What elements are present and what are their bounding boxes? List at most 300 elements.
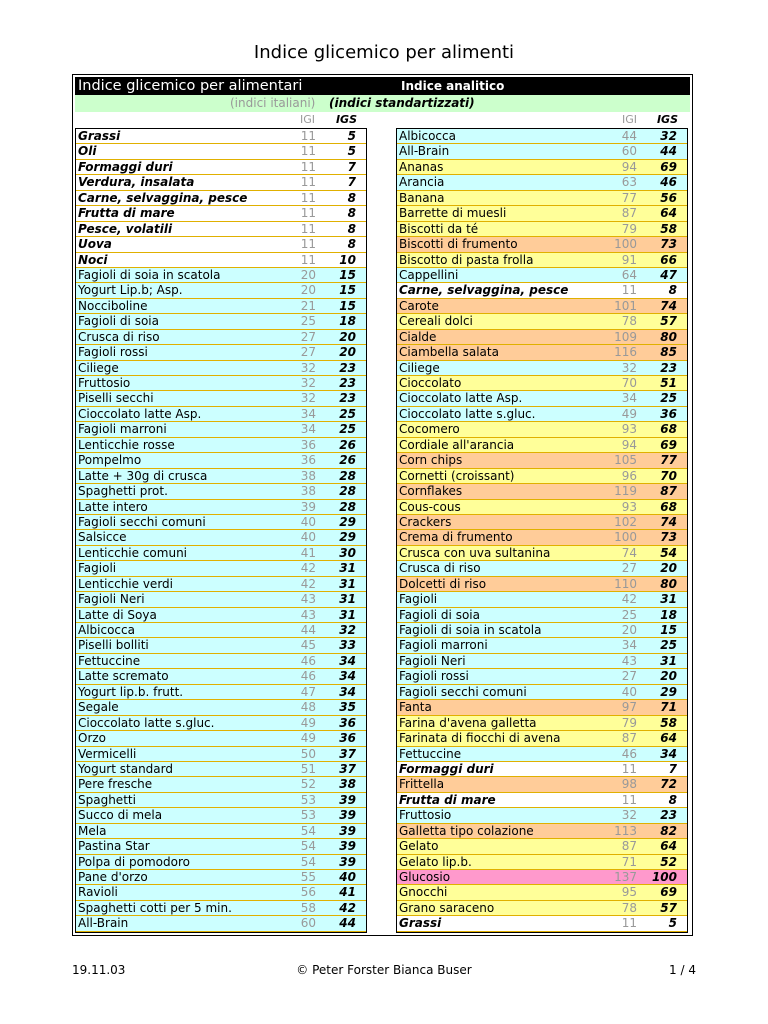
igi-value: 11 xyxy=(621,761,637,776)
table-row xyxy=(76,222,366,237)
food-name: Ciliege xyxy=(399,360,440,375)
igs-value: 39 xyxy=(339,808,356,823)
igs-value: 23 xyxy=(339,376,356,390)
igs-value: 31 xyxy=(339,576,356,591)
table-row xyxy=(397,685,687,700)
igs-value: 36 xyxy=(339,715,356,730)
table-row xyxy=(397,762,687,777)
table-row xyxy=(397,916,687,931)
igi-value: 40 xyxy=(300,514,316,529)
igs-value: 31 xyxy=(339,592,356,607)
food-name: Noci xyxy=(78,252,108,267)
igi-value: 11 xyxy=(300,221,316,236)
igi-value: 87 xyxy=(621,839,637,854)
table-row xyxy=(76,747,366,762)
food-name: Farinata di fiocchi di avena xyxy=(399,731,561,746)
table-row xyxy=(397,870,687,885)
food-name: Pompelmo xyxy=(78,453,142,468)
food-name: Corn chips xyxy=(399,453,463,468)
table-row xyxy=(76,716,366,731)
table-header-bar xyxy=(75,77,690,95)
table-row xyxy=(397,592,687,607)
table-row xyxy=(397,314,687,329)
table-row xyxy=(397,824,687,839)
food-name: Fanta xyxy=(399,700,432,715)
table-row xyxy=(397,484,687,499)
igi-value: 46 xyxy=(300,669,316,684)
igi-value: 34 xyxy=(621,391,637,406)
table-row xyxy=(397,500,687,515)
igi-value: 49 xyxy=(300,715,316,730)
igs-value: 39 xyxy=(339,792,356,807)
table-row xyxy=(76,438,366,453)
table-row xyxy=(76,885,366,900)
table-row xyxy=(76,685,366,700)
igs-value: 29 xyxy=(339,514,356,529)
table-row xyxy=(76,330,366,345)
igi-value: 42 xyxy=(621,592,637,607)
food-name: Fagioli di soia in scatola xyxy=(78,267,221,282)
igs-value: 31 xyxy=(339,607,356,622)
igi-value: 20 xyxy=(300,283,316,298)
table-row xyxy=(397,793,687,808)
food-name: Fagioli secchi comuni xyxy=(399,684,527,699)
igs-value: 20 xyxy=(660,561,677,576)
table-row xyxy=(397,253,687,268)
igs-value: 73 xyxy=(660,530,677,545)
footer-copyright: © Peter Forster Bianca Buser xyxy=(296,963,472,977)
igi-value: 27 xyxy=(300,345,316,360)
table-row xyxy=(397,716,687,731)
page-title: Indice glicemico per alimenti xyxy=(253,42,515,63)
food-name: Arancia xyxy=(399,175,445,190)
table-row xyxy=(76,870,366,885)
igi-value: 25 xyxy=(621,607,637,622)
table-row xyxy=(76,268,366,283)
igs-value: 42 xyxy=(339,900,356,915)
food-name: Succo di mela xyxy=(78,808,163,823)
food-name: Cordiale all'arancia xyxy=(399,437,515,452)
igi-value: 54 xyxy=(300,823,316,838)
table-row xyxy=(397,222,687,237)
table-row xyxy=(76,808,366,823)
igs-value: 7 xyxy=(668,761,677,776)
table-row xyxy=(76,407,366,422)
table-row xyxy=(76,422,366,437)
table-row xyxy=(76,731,366,746)
food-name: Gelato xyxy=(399,839,439,854)
table-row xyxy=(397,206,687,221)
table-row xyxy=(76,762,366,777)
table-row xyxy=(397,453,687,468)
food-name: Cioccolato xyxy=(399,376,462,390)
igi-value: 119 xyxy=(614,484,637,499)
igi-value: 64 xyxy=(621,267,637,282)
igi-value: 46 xyxy=(621,746,637,761)
table-row xyxy=(397,669,687,684)
igs-value: 15 xyxy=(339,267,356,282)
igs-value: 69 xyxy=(660,159,677,174)
table-row xyxy=(397,283,687,298)
igi-value: 79 xyxy=(621,221,637,236)
food-name: Carote xyxy=(399,298,439,313)
food-name: Pastina Star xyxy=(78,839,150,854)
igs-value: 20 xyxy=(339,329,356,344)
igs-value: 38 xyxy=(339,777,356,792)
table-row xyxy=(76,299,366,314)
igs-value: 56 xyxy=(660,190,677,205)
table-row xyxy=(397,438,687,453)
igs-value: 73 xyxy=(660,237,677,252)
igi-value: 93 xyxy=(621,422,637,437)
igi-value: 110 xyxy=(614,576,637,591)
igs-value: 46 xyxy=(660,175,677,190)
igs-value: 58 xyxy=(660,715,677,730)
food-name: All-Brain xyxy=(78,916,129,931)
food-name: Crusca di riso xyxy=(399,561,481,576)
left-igi-header: IGI xyxy=(299,113,315,126)
igs-value: 25 xyxy=(339,422,356,437)
table-row xyxy=(76,824,366,839)
table-row xyxy=(397,422,687,437)
igs-value: 64 xyxy=(660,839,677,854)
igs-value: 37 xyxy=(339,761,356,776)
food-name: Latte intero xyxy=(78,499,148,514)
igi-value: 36 xyxy=(300,437,316,452)
igs-value: 30 xyxy=(339,545,356,560)
igi-value: 54 xyxy=(300,839,316,854)
food-name: Fagioli di soia xyxy=(78,314,159,329)
subheader-standardized: (indici standartizzati) xyxy=(329,96,475,110)
igi-value: 105 xyxy=(614,453,637,468)
igi-value: 49 xyxy=(300,731,316,746)
food-name: Crema di frumento xyxy=(399,530,513,545)
food-name: Cornetti (croissant) xyxy=(399,468,515,483)
igs-value: 34 xyxy=(339,653,356,668)
igs-value: 44 xyxy=(339,916,356,931)
food-name: Fagioli xyxy=(78,561,117,576)
table-row xyxy=(397,747,687,762)
table-row xyxy=(397,855,687,870)
food-name: Latte + 30g di crusca xyxy=(78,468,208,483)
food-name: Fagioli secchi comuni xyxy=(78,514,206,529)
food-name: Ciambella salata xyxy=(399,345,499,360)
igs-value: 51 xyxy=(660,376,677,390)
igi-value: 11 xyxy=(621,916,637,931)
food-name: Polpa di pomodoro xyxy=(78,854,190,869)
igs-value: 31 xyxy=(339,561,356,576)
table-row xyxy=(76,283,366,298)
igi-value: 109 xyxy=(614,329,637,344)
food-name: Fagioli di soia xyxy=(399,607,480,622)
igs-value: 74 xyxy=(660,514,677,529)
table-row xyxy=(397,237,687,252)
food-name: Lenticchie rosse xyxy=(78,437,175,452)
table-row xyxy=(76,253,366,268)
igi-value: 32 xyxy=(621,808,637,823)
food-name: Banana xyxy=(399,190,445,205)
food-name: Biscotti da té xyxy=(399,221,479,236)
column-header-row xyxy=(75,112,690,127)
igs-value: 29 xyxy=(339,530,356,545)
table-row xyxy=(76,500,366,515)
igs-value: 64 xyxy=(660,731,677,746)
table-row xyxy=(397,731,687,746)
food-name: Carne, selvaggina, pesce xyxy=(399,283,569,298)
table-row xyxy=(397,885,687,900)
igs-value: 41 xyxy=(339,885,356,900)
food-name: Spaghetti cotti per 5 min. xyxy=(78,900,232,915)
igi-value: 38 xyxy=(300,468,316,483)
table-row xyxy=(397,191,687,206)
igs-value: 58 xyxy=(660,221,677,236)
table-row xyxy=(76,777,366,792)
igs-value: 57 xyxy=(660,900,677,915)
table-row xyxy=(397,901,687,916)
food-name: Grassi xyxy=(78,129,121,143)
igi-value: 11 xyxy=(300,129,316,143)
table-row xyxy=(397,345,687,360)
igs-value: 28 xyxy=(339,499,356,514)
igs-value: 8 xyxy=(668,283,677,298)
igs-value: 70 xyxy=(660,468,677,483)
food-name: Dolcetti di riso xyxy=(399,576,487,591)
food-name: Fagioli Neri xyxy=(399,653,466,668)
igi-value: 43 xyxy=(300,607,316,622)
igi-value: 44 xyxy=(300,623,316,637)
igi-value: 46 xyxy=(300,653,316,668)
food-name: Cappellini xyxy=(399,267,459,282)
food-name: Pesce, volatili xyxy=(78,221,173,236)
food-name: Grassi xyxy=(399,916,442,931)
food-name: Latte scremato xyxy=(78,669,169,684)
table-row xyxy=(397,561,687,576)
igi-value: 78 xyxy=(621,900,637,915)
food-name: Frutta di mare xyxy=(78,206,175,221)
igs-value: 23 xyxy=(339,360,356,375)
food-name: Ciliege xyxy=(78,360,119,375)
table-row xyxy=(76,484,366,499)
igs-value: 25 xyxy=(660,638,677,653)
food-name: Biscotto di pasta frolla xyxy=(399,252,534,267)
igi-value: 50 xyxy=(300,746,316,761)
left-column-table xyxy=(75,128,367,933)
table-row xyxy=(397,129,687,144)
subheader-row xyxy=(75,95,690,112)
igs-value: 15 xyxy=(660,623,677,637)
igs-value: 8 xyxy=(347,221,356,236)
igs-value: 28 xyxy=(339,468,356,483)
right-igs-header: IGS xyxy=(656,113,678,126)
food-name: Crusca con uva sultanina xyxy=(399,545,551,560)
food-name: Biscotti di frumento xyxy=(399,237,518,252)
igs-value: 23 xyxy=(660,808,677,823)
igi-value: 11 xyxy=(300,206,316,221)
igi-value: 97 xyxy=(621,700,637,715)
food-name: Vermicelli xyxy=(78,746,137,761)
igs-value: 39 xyxy=(339,823,356,838)
food-name: Galletta tipo colazione xyxy=(399,823,534,838)
table-row xyxy=(397,299,687,314)
igs-value: 77 xyxy=(660,453,677,468)
igi-value: 36 xyxy=(300,453,316,468)
igi-value: 21 xyxy=(300,298,316,313)
igi-value: 100 xyxy=(614,237,637,252)
table-row xyxy=(397,608,687,623)
igi-value: 53 xyxy=(300,792,316,807)
igi-value: 11 xyxy=(300,190,316,205)
igs-value: 20 xyxy=(660,669,677,684)
food-name: Piselli secchi xyxy=(78,391,154,406)
table-row xyxy=(76,793,366,808)
igi-value: 51 xyxy=(300,761,316,776)
table-row xyxy=(76,175,366,190)
table-row xyxy=(76,144,366,159)
igs-value: 40 xyxy=(339,870,356,884)
igi-value: 43 xyxy=(621,653,637,668)
igi-value: 79 xyxy=(621,715,637,730)
table-row xyxy=(76,839,366,854)
igi-value: 71 xyxy=(621,854,637,869)
table-row xyxy=(397,175,687,190)
food-name: Albicocca xyxy=(399,129,456,143)
table-row xyxy=(76,391,366,406)
igi-value: 55 xyxy=(300,870,316,884)
igs-value: 44 xyxy=(660,144,677,159)
igs-value: 72 xyxy=(660,777,677,792)
food-name: Ravioli xyxy=(78,885,118,900)
food-name: Gnocchi xyxy=(399,885,448,900)
food-name: Lenticchie comuni xyxy=(78,545,188,560)
igi-value: 11 xyxy=(621,283,637,298)
footer-page-number: 1 / 4 xyxy=(669,963,696,977)
food-name: Fettuccine xyxy=(399,746,462,761)
igi-value: 11 xyxy=(300,237,316,252)
food-name: Formaggi duri xyxy=(399,761,494,776)
igs-value: 34 xyxy=(660,746,677,761)
table-row xyxy=(76,577,366,592)
igi-value: 95 xyxy=(621,885,637,900)
igi-value: 20 xyxy=(621,623,637,637)
igi-value: 94 xyxy=(621,437,637,452)
table-row xyxy=(397,839,687,854)
igi-value: 27 xyxy=(621,669,637,684)
table-row xyxy=(76,206,366,221)
igs-value: 87 xyxy=(660,484,677,499)
food-name: Ananas xyxy=(399,159,444,174)
food-name: Cioccolato latte Asp. xyxy=(399,391,523,406)
igs-value: 37 xyxy=(339,746,356,761)
food-name: Crusca di riso xyxy=(78,329,160,344)
food-name: Oli xyxy=(78,144,97,159)
igi-value: 25 xyxy=(300,314,316,329)
table-row xyxy=(76,191,366,206)
igs-value: 7 xyxy=(347,159,356,174)
igs-value: 26 xyxy=(339,437,356,452)
igs-value: 18 xyxy=(660,607,677,622)
igs-value: 31 xyxy=(660,592,677,607)
table-row xyxy=(76,376,366,391)
table-row xyxy=(397,530,687,545)
food-name: Mela xyxy=(78,823,107,838)
igi-value: 98 xyxy=(621,777,637,792)
igi-value: 52 xyxy=(300,777,316,792)
food-name: Yogurt lip.b. frutt. xyxy=(78,684,184,699)
igs-value: 18 xyxy=(339,314,356,329)
igs-value: 35 xyxy=(339,700,356,715)
food-name: Crackers xyxy=(399,514,452,529)
food-name: Fagioli Neri xyxy=(78,592,145,607)
igi-value: 53 xyxy=(300,808,316,823)
igs-value: 33 xyxy=(339,638,356,653)
table-row xyxy=(76,546,366,561)
igi-value: 42 xyxy=(300,576,316,591)
food-name: Verdura, insalata xyxy=(78,175,195,190)
table-row xyxy=(397,160,687,175)
table-row xyxy=(76,530,366,545)
igs-value: 5 xyxy=(668,916,677,931)
table-row xyxy=(76,129,366,144)
igs-value: 23 xyxy=(660,360,677,375)
table-row xyxy=(397,777,687,792)
igi-value: 93 xyxy=(621,499,637,514)
food-name: Formaggi duri xyxy=(78,159,173,174)
igs-value: 36 xyxy=(339,731,356,746)
igs-value: 34 xyxy=(339,684,356,699)
igi-value: 27 xyxy=(621,561,637,576)
igi-value: 87 xyxy=(621,206,637,221)
igi-value: 45 xyxy=(300,638,316,653)
footer-date: 19.11.03 xyxy=(72,963,126,977)
igi-value: 40 xyxy=(300,530,316,545)
table-row xyxy=(397,391,687,406)
food-name: Orzo xyxy=(78,731,107,746)
food-name: Segale xyxy=(78,700,119,715)
igs-value: 100 xyxy=(651,870,677,884)
igs-value: 34 xyxy=(339,669,356,684)
igi-value: 96 xyxy=(621,468,637,483)
igs-value: 15 xyxy=(339,298,356,313)
igi-value: 116 xyxy=(614,345,637,360)
table-row xyxy=(76,592,366,607)
igs-value: 39 xyxy=(339,854,356,869)
igi-value: 32 xyxy=(300,391,316,406)
igi-value: 20 xyxy=(300,267,316,282)
igi-value: 49 xyxy=(621,406,637,421)
igs-value: 85 xyxy=(660,345,677,360)
food-name: Fagioli xyxy=(399,592,438,607)
food-name: Barrette di muesli xyxy=(399,206,507,221)
igs-value: 74 xyxy=(660,298,677,313)
table-row xyxy=(76,160,366,175)
igi-value: 102 xyxy=(614,514,637,529)
igs-value: 31 xyxy=(660,653,677,668)
food-name: Grano saraceno xyxy=(399,900,495,915)
right-igi-header: IGI xyxy=(621,113,637,126)
igi-value: 74 xyxy=(621,545,637,560)
igs-value: 36 xyxy=(660,406,677,421)
food-name: Spaghetti xyxy=(78,792,136,807)
table-row xyxy=(397,546,687,561)
food-name: Cialde xyxy=(399,329,437,344)
table-row xyxy=(397,376,687,391)
igs-value: 20 xyxy=(339,345,356,360)
food-name: Albicocca xyxy=(78,623,135,637)
table-row xyxy=(397,407,687,422)
table-row xyxy=(76,901,366,916)
table-row xyxy=(76,361,366,376)
igi-value: 34 xyxy=(300,406,316,421)
